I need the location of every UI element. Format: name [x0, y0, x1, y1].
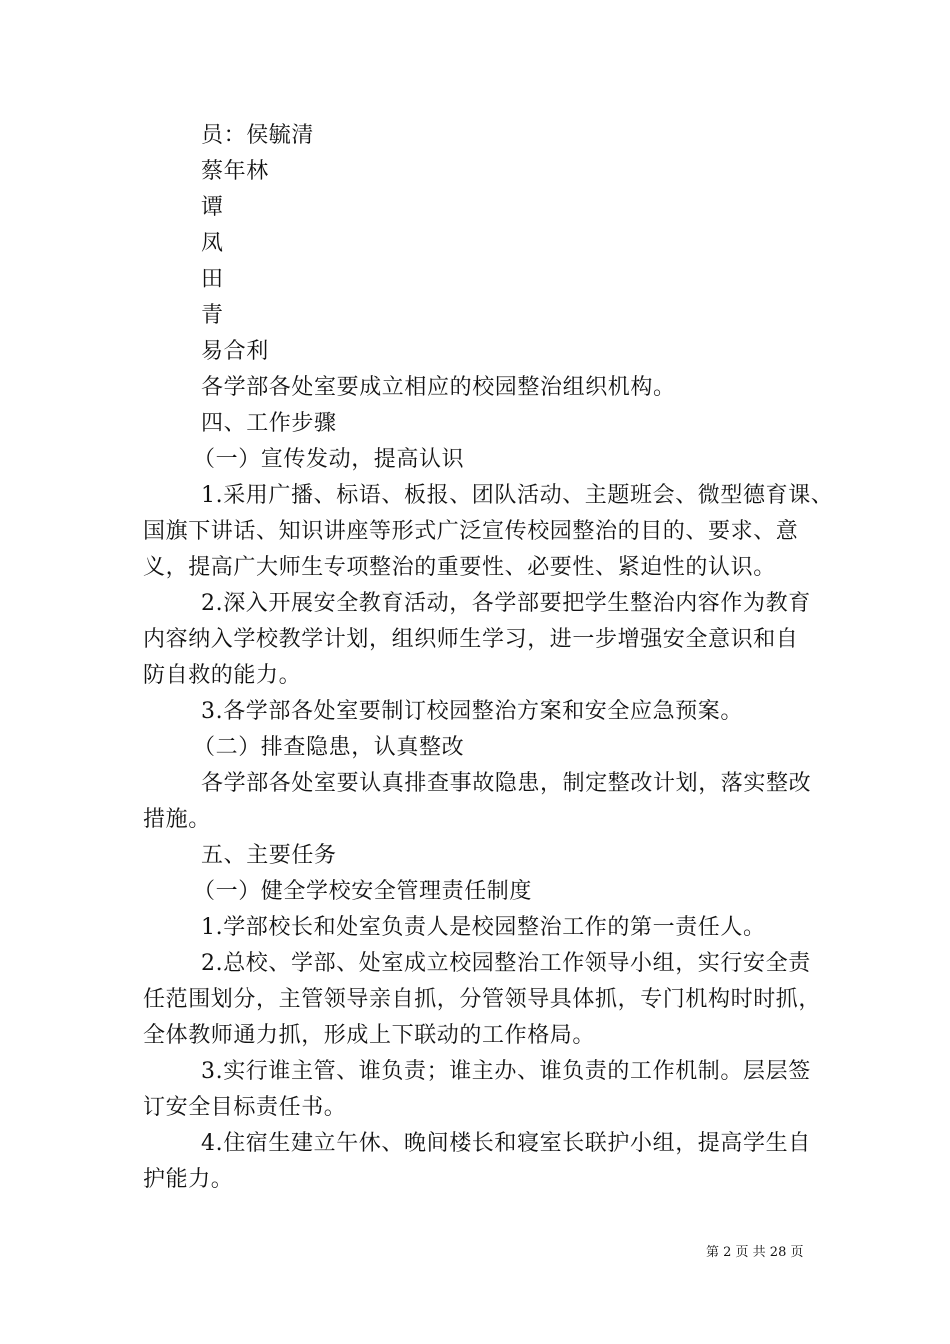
section-heading: 五、主要任务 [201, 843, 337, 868]
paragraph-continuation: 订安全目标责任书。 [143, 1095, 347, 1120]
paragraph-continuation: 内容纳入学校教学计划，组织师生学习，进一步增强安全意识和自 [143, 627, 799, 652]
paragraph: 1.采用广播、标语、板报、团队活动、主题班会、微型德育课、 [201, 483, 834, 508]
paragraph-continuation: 国旗下讲话、知识讲座等形式广泛宣传校园整治的目的、要求、意 [143, 519, 799, 544]
paragraph: 各学部各处室要成立相应的校园整治组织机构。 [201, 375, 676, 400]
paragraph: 各学部各处室要认真排查事故隐患，制定整改计划，落实整改 [201, 771, 812, 796]
section-heading: 四、工作步骤 [201, 411, 337, 436]
paragraph: 2.深入开展安全教育活动，各学部要把学生整治内容作为教育 [201, 591, 811, 616]
paragraph: 2.总校、学部、处室成立校园整治工作领导小组，实行安全责 [201, 951, 811, 976]
member-name: 凤 [201, 231, 224, 256]
paragraph-continuation: 防自救的能力。 [143, 663, 302, 688]
paragraph: 3.各学部各处室要制订校园整治方案和安全应急预案。 [201, 699, 743, 724]
paragraph: 3.实行谁主管、谁负责；谁主办、谁负责的工作机制。层层签 [201, 1059, 811, 1084]
member-line: 员：侯毓清 [201, 123, 315, 148]
member-name: 易合利 [201, 339, 269, 364]
body-text [143, 118, 834, 1198]
member-name: 青 [201, 303, 224, 328]
subsection-heading: （一）宣传发动，提高认识 [193, 447, 465, 472]
member-name: 蔡年林 [201, 159, 269, 184]
member-name: 田 [201, 267, 224, 292]
subsection-heading: （一）健全学校安全管理责任制度 [193, 879, 533, 904]
paragraph: 1.学部校长和处室负责人是校园整治工作的第一责任人。 [201, 915, 766, 940]
paragraph-continuation: 全体教师通力抓，形成上下联动的工作格局。 [143, 1023, 596, 1048]
paragraph-continuation: 任范围划分，主管领导亲自抓，分管领导具体抓，专门机构时时抓， [143, 987, 822, 1012]
paragraph-continuation: 义，提高广大师生专项整治的重要性、必要性、紧迫性的认识。 [143, 555, 776, 580]
paragraph-continuation: 措施。 [143, 807, 211, 832]
member-name: 谭 [201, 195, 224, 220]
paragraph: 4.住宿生建立午休、晚间楼长和寝室长联护小组，提高学生自 [201, 1131, 811, 1156]
page-number-footer: 第 2 页 共 28 页 [706, 1245, 804, 1260]
paragraph-continuation: 护能力。 [143, 1167, 234, 1192]
subsection-heading: （二）排查隐患，认真整改 [193, 735, 465, 760]
